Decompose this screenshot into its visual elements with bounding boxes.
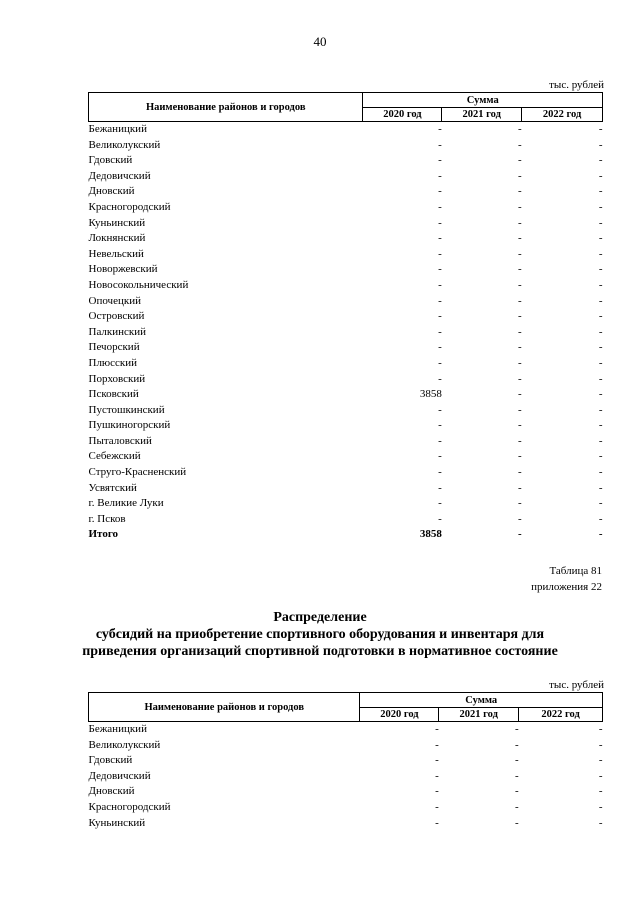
table-row: [89, 169, 603, 185]
value-2021-cell: -: [514, 738, 519, 751]
value-2022-cell: -: [598, 785, 603, 798]
table-row: [89, 481, 603, 497]
table-row: [89, 465, 603, 481]
row-name-cell: Куньинский: [88, 816, 146, 829]
title-line: Распределение: [273, 610, 367, 625]
value-2020-cell: -: [438, 481, 442, 494]
row-name-cell: Дедовичский: [88, 769, 151, 782]
table-row: [89, 122, 603, 138]
table-row: [89, 403, 603, 419]
total-2021-cell: -: [517, 528, 522, 541]
value-2022-cell: -: [598, 723, 603, 735]
row-name-cell: Порховский: [88, 372, 146, 385]
value-2020-cell: -: [438, 232, 442, 245]
distribution-table-1: [88, 92, 603, 543]
value-2021-cell: -: [517, 325, 522, 338]
row-name-cell: Великолукский: [88, 138, 161, 151]
value-2021-cell: -: [514, 785, 519, 798]
column-header-year: 2022 год: [519, 708, 603, 722]
value-2020-cell: -: [438, 263, 442, 276]
value-2022-cell: -: [598, 372, 603, 385]
value-2022-cell: -: [598, 816, 603, 829]
value-2022-cell: -: [598, 154, 603, 167]
row-name-cell: Дновский: [88, 185, 135, 198]
value-2021-cell: -: [517, 263, 522, 276]
column-header-year: 2021 год: [439, 708, 519, 722]
row-name-cell: Усвятский: [88, 481, 137, 494]
row-name-cell: Струго-Красненский: [88, 466, 187, 479]
value-2022-cell: -: [598, 450, 603, 463]
table-row: [89, 722, 603, 738]
section-title: [0, 609, 640, 660]
row-name-cell: Плюсский: [88, 356, 138, 369]
value-2022-cell: -: [598, 310, 603, 323]
value-2021-cell: -: [514, 723, 519, 735]
value-2021-cell: -: [517, 419, 522, 432]
value-2022-cell: -: [598, 738, 603, 751]
value-2022-cell: -: [598, 232, 603, 245]
table-row: [89, 184, 603, 200]
value-2021-cell: -: [517, 356, 522, 369]
column-header-sum: Сумма: [360, 693, 603, 708]
row-name-cell: Псковский: [88, 388, 139, 401]
value-2020-cell: -: [438, 310, 442, 323]
value-2022-cell: -: [598, 138, 603, 151]
value-2021-cell: -: [517, 372, 522, 385]
value-2022-cell: -: [598, 185, 603, 198]
value-2020-cell: 3858: [419, 388, 442, 401]
value-2021-cell: -: [517, 310, 522, 323]
value-2020-cell: -: [438, 466, 442, 479]
value-2022-cell: -: [598, 419, 603, 432]
table-row: [89, 262, 603, 278]
total-row: [89, 527, 603, 543]
value-2020-cell: -: [438, 372, 442, 385]
row-name-cell: Пустошкинский: [88, 403, 165, 416]
column-header-year: 2021 год: [442, 108, 522, 122]
value-2020-cell: -: [435, 738, 439, 751]
value-2021-cell: -: [517, 138, 522, 151]
value-2020-cell: -: [435, 723, 439, 735]
column-header-name: Наименование районов и городов: [89, 693, 360, 722]
value-2021-cell: -: [517, 341, 522, 354]
table-row: [89, 784, 603, 800]
row-name-cell: Палкинский: [88, 325, 147, 338]
table-row: [89, 753, 603, 769]
value-2021-cell: -: [517, 497, 522, 510]
table-row: [89, 138, 603, 154]
value-2022-cell: -: [598, 388, 603, 401]
value-2022-cell: -: [598, 466, 603, 479]
row-name-cell: Пушкиногорский: [88, 419, 171, 432]
value-2020-cell: -: [438, 138, 442, 151]
table-row: [89, 418, 603, 434]
value-2020-cell: -: [438, 356, 442, 369]
value-2020-cell: -: [438, 419, 442, 432]
value-2020-cell: -: [438, 512, 442, 525]
row-name-cell: Новоржевский: [88, 263, 158, 276]
value-2022-cell: -: [598, 403, 603, 416]
value-2021-cell: -: [517, 450, 522, 463]
value-2020-cell: -: [438, 185, 442, 198]
value-2020-cell: -: [435, 769, 439, 782]
value-2022-cell: -: [598, 200, 603, 213]
table-row: [89, 496, 603, 512]
row-name-cell: г. Великие Луки: [88, 497, 164, 510]
column-header-year: 2020 год: [360, 708, 439, 722]
value-2021-cell: -: [517, 466, 522, 479]
value-2021-cell: -: [514, 754, 519, 767]
value-2020-cell: -: [438, 216, 442, 229]
table-row: [89, 153, 603, 169]
value-2020-cell: -: [438, 294, 442, 307]
row-name-cell: Бежаницкий: [88, 723, 147, 735]
table-row: [89, 247, 603, 263]
total-2022-cell: -: [598, 528, 603, 541]
title-line: приведения организаций спортивной подготовки в нормативное состояние: [82, 644, 558, 659]
table-row: [89, 200, 603, 216]
value-2020-cell: -: [435, 785, 439, 798]
table-row: [89, 294, 603, 310]
value-2020-cell: -: [438, 497, 442, 510]
value-2022-cell: -: [598, 169, 603, 182]
row-name-cell: Великолукский: [88, 738, 161, 751]
row-name-cell: Печорский: [88, 341, 140, 354]
table-row: [89, 231, 603, 247]
value-2022-cell: -: [598, 216, 603, 229]
distribution-table-2: [88, 692, 603, 831]
value-2021-cell: -: [517, 481, 522, 494]
total-2020-cell: 3858: [419, 528, 442, 541]
table-row: [89, 340, 603, 356]
table-row: [89, 278, 603, 294]
value-2020-cell: -: [438, 123, 442, 135]
row-name-cell: Красногородский: [88, 200, 171, 213]
total-label-cell: Итого: [88, 528, 119, 541]
value-2022-cell: -: [598, 325, 603, 338]
value-2020-cell: -: [438, 247, 442, 260]
value-2020-cell: -: [435, 800, 439, 813]
value-2020-cell: -: [438, 403, 442, 416]
value-2022-cell: -: [598, 497, 603, 510]
table-row: [89, 372, 603, 388]
value-2021-cell: -: [517, 216, 522, 229]
value-2020-cell: -: [438, 169, 442, 182]
value-2020-cell: -: [435, 816, 439, 829]
value-2021-cell: -: [517, 169, 522, 182]
value-2021-cell: -: [517, 294, 522, 307]
row-name-cell: Гдовский: [88, 754, 133, 767]
value-2021-cell: -: [517, 232, 522, 245]
value-2020-cell: -: [438, 341, 442, 354]
value-2020-cell: -: [438, 278, 442, 291]
value-2021-cell: -: [517, 154, 522, 167]
value-2020-cell: -: [438, 450, 442, 463]
value-2020-cell: -: [438, 200, 442, 213]
units-label: тыс. рублей: [549, 79, 604, 91]
table-row: [89, 309, 603, 325]
value-2021-cell: -: [517, 403, 522, 416]
column-header-sum: Сумма: [363, 93, 603, 108]
table-row: [89, 816, 603, 832]
value-2021-cell: -: [514, 816, 519, 829]
value-2021-cell: -: [517, 200, 522, 213]
value-2021-cell: -: [517, 512, 522, 525]
row-name-cell: Невельский: [88, 247, 144, 260]
value-2021-cell: -: [517, 388, 522, 401]
row-name-cell: Дновский: [88, 785, 135, 798]
table-row: [89, 449, 603, 465]
value-2021-cell: -: [517, 123, 522, 135]
value-2022-cell: -: [598, 512, 603, 525]
value-2021-cell: -: [517, 434, 522, 447]
table-number: Таблица 81: [549, 565, 602, 577]
row-name-cell: Красногородский: [88, 800, 171, 813]
value-2021-cell: -: [517, 247, 522, 260]
page-number: 40: [313, 34, 327, 49]
value-2021-cell: -: [514, 800, 519, 813]
table-row: [89, 216, 603, 232]
table-row: [89, 387, 603, 403]
value-2020-cell: -: [435, 754, 439, 767]
value-2021-cell: -: [514, 769, 519, 782]
row-name-cell: Себежский: [88, 450, 141, 463]
value-2022-cell: -: [598, 434, 603, 447]
value-2022-cell: -: [598, 769, 603, 782]
value-2020-cell: -: [438, 325, 442, 338]
row-name-cell: Гдовский: [88, 154, 133, 167]
value-2020-cell: -: [438, 154, 442, 167]
title-line: субсидий на приобретение спортивного оборудования и инвентаря для: [95, 627, 545, 642]
value-2021-cell: -: [517, 185, 522, 198]
value-2022-cell: -: [598, 294, 603, 307]
row-name-cell: Бежаницкий: [88, 123, 147, 135]
row-name-cell: Куньинский: [88, 216, 146, 229]
value-2022-cell: -: [598, 341, 603, 354]
column-header-year: 2020 год: [363, 108, 442, 122]
value-2022-cell: -: [598, 263, 603, 276]
row-name-cell: Локнянский: [88, 232, 146, 245]
row-name-cell: Новосокольнический: [88, 278, 189, 291]
table-row: [89, 512, 603, 528]
row-name-cell: Пыталовский: [88, 434, 152, 447]
table-row: [89, 434, 603, 450]
column-header-year: 2022 год: [522, 108, 603, 122]
row-name-cell: Опочецкий: [88, 294, 141, 307]
row-name-cell: Дедовичский: [88, 169, 151, 182]
value-2022-cell: -: [598, 278, 603, 291]
value-2022-cell: -: [598, 123, 603, 135]
units-label: тыс. рублей: [549, 679, 604, 691]
value-2021-cell: -: [517, 278, 522, 291]
value-2020-cell: -: [438, 434, 442, 447]
value-2022-cell: -: [598, 754, 603, 767]
value-2022-cell: -: [598, 481, 603, 494]
table-row: [89, 738, 603, 754]
appendix-reference: приложения 22: [531, 581, 602, 593]
row-name-cell: Островский: [88, 310, 145, 323]
value-2022-cell: -: [598, 356, 603, 369]
column-header-name: Наименование районов и городов: [89, 93, 363, 122]
table-row: [89, 800, 603, 816]
table-row: [89, 769, 603, 785]
value-2022-cell: -: [598, 800, 603, 813]
table-row: [89, 325, 603, 341]
row-name-cell: г. Псков: [88, 512, 126, 525]
value-2022-cell: -: [598, 247, 603, 260]
table-row: [89, 356, 603, 372]
table-caption: [531, 563, 602, 595]
